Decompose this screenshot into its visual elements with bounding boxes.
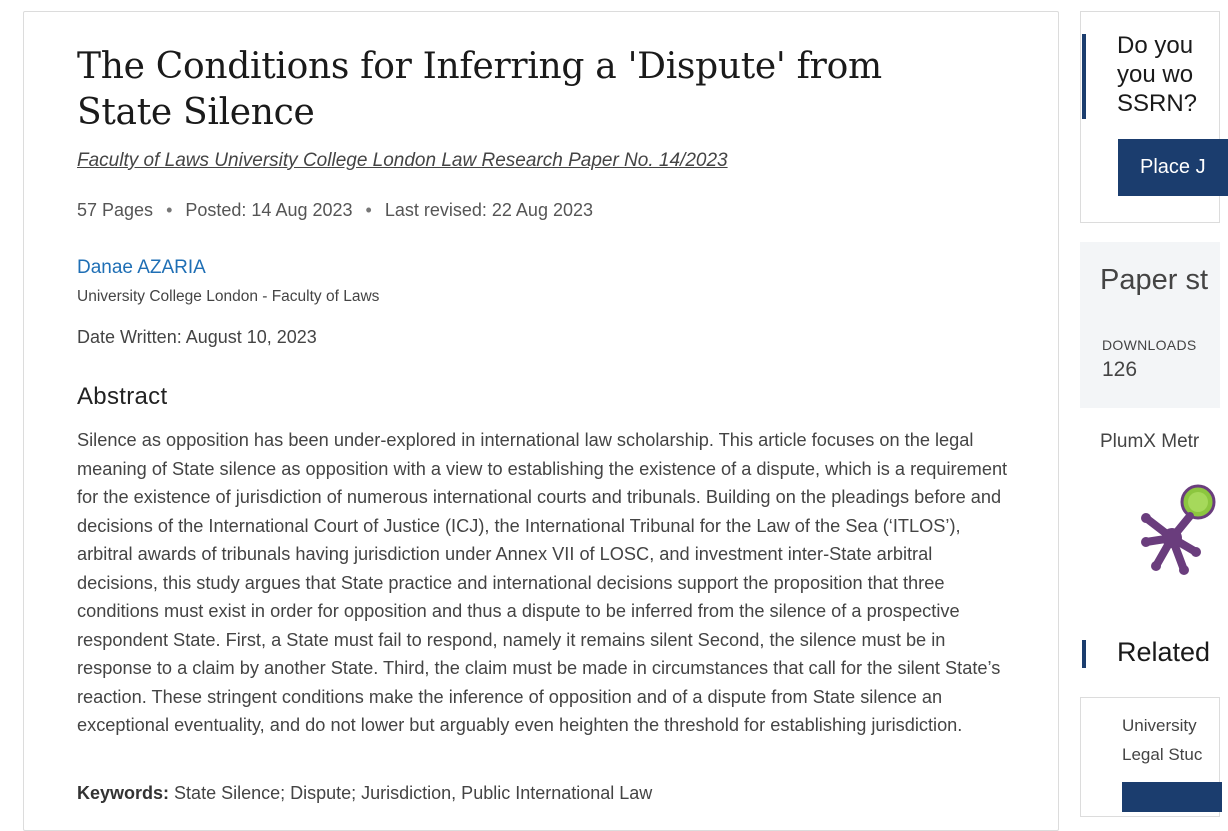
page-count: 57 Pages — [77, 200, 154, 220]
abstract-heading: Abstract — [77, 383, 168, 410]
related-line: Legal Stuc — [1122, 745, 1203, 764]
separator-dot: • — [166, 200, 173, 220]
paper-title: The Conditions for Inferring a 'Dispute' from State Silence — [77, 46, 882, 133]
related-button[interactable] — [1122, 782, 1222, 812]
plumx-label: PlumX Metr — [1100, 431, 1200, 452]
date-written: Date Written: August 10, 2023 — [77, 327, 317, 347]
related-line: University — [1122, 716, 1197, 735]
paper-meta — [77, 200, 593, 221]
accent-bar — [1082, 34, 1086, 119]
accent-bar — [1082, 640, 1086, 668]
place-job-button[interactable]: Place J — [1118, 139, 1228, 196]
separator-dot: • — [365, 200, 372, 220]
job-prompt-line: Do you — [1117, 32, 1194, 59]
abstract-text: Silence as opposition has been under-explored in international law scholarship. This article focuses on the legal meaning of State silence as opposition with a view to establishing the existence of a dispute, which is a requirement for the existence of jurisdiction of numerous international courts and tribunals. Building on the pleadings before and decisions of the International Court of Justice (ICJ), the International Tribunal for the Law of the Sea (‘ITLOS’), arbitral awards of tribunals having jurisdiction under Annex VII of LOSC, and investment inter-State arbitral decisions, this study argues that State practice and international decisions support the proposition that three conditions must exist in order for opposition and thus a dispute to be inferred from the silence of a prospective respondent State. First, a State must fail to respond, namely it remains silent Second, the silence must be in response to a claim by another State. Third, the claim must be made in circumstances that call for the silent State’s reaction. These stringent conditions make the inference of opposition and of a dispute from State silence an exceptional eventuality, and do not lower but arguably even heighten the threshold for establishing jurisdiction. — [77, 430, 1008, 735]
plumx-icon[interactable] — [1136, 470, 1200, 580]
job-prompt-line: SSRN? — [1117, 90, 1198, 117]
downloads-label: DOWNLOADS — [1102, 337, 1197, 353]
related-title: Related — [1117, 637, 1211, 667]
keywords — [77, 783, 652, 804]
revised-date: Last revised: 22 Aug 2023 — [384, 200, 593, 220]
related-journal[interactable] — [1122, 711, 1202, 769]
downloads-value: 126 — [1102, 358, 1138, 381]
author-link[interactable]: Danae AZARIA — [77, 257, 206, 278]
series-link[interactable]: Faculty of Laws University College London Law Research Paper No. 14/2023 — [77, 150, 728, 171]
job-prompt-line: you wo — [1117, 61, 1194, 88]
keywords-label: Keywords: — [77, 783, 170, 803]
keywords-value: State Silence; Dispute; Jurisdiction, Public International Law — [174, 783, 653, 803]
paper-stats-title: Paper st — [1100, 264, 1208, 296]
posted-date: Posted: 14 Aug 2023 — [185, 200, 353, 220]
author-affiliation: University College London - Faculty of Laws — [77, 288, 380, 305]
job-prompt — [1117, 31, 1197, 118]
